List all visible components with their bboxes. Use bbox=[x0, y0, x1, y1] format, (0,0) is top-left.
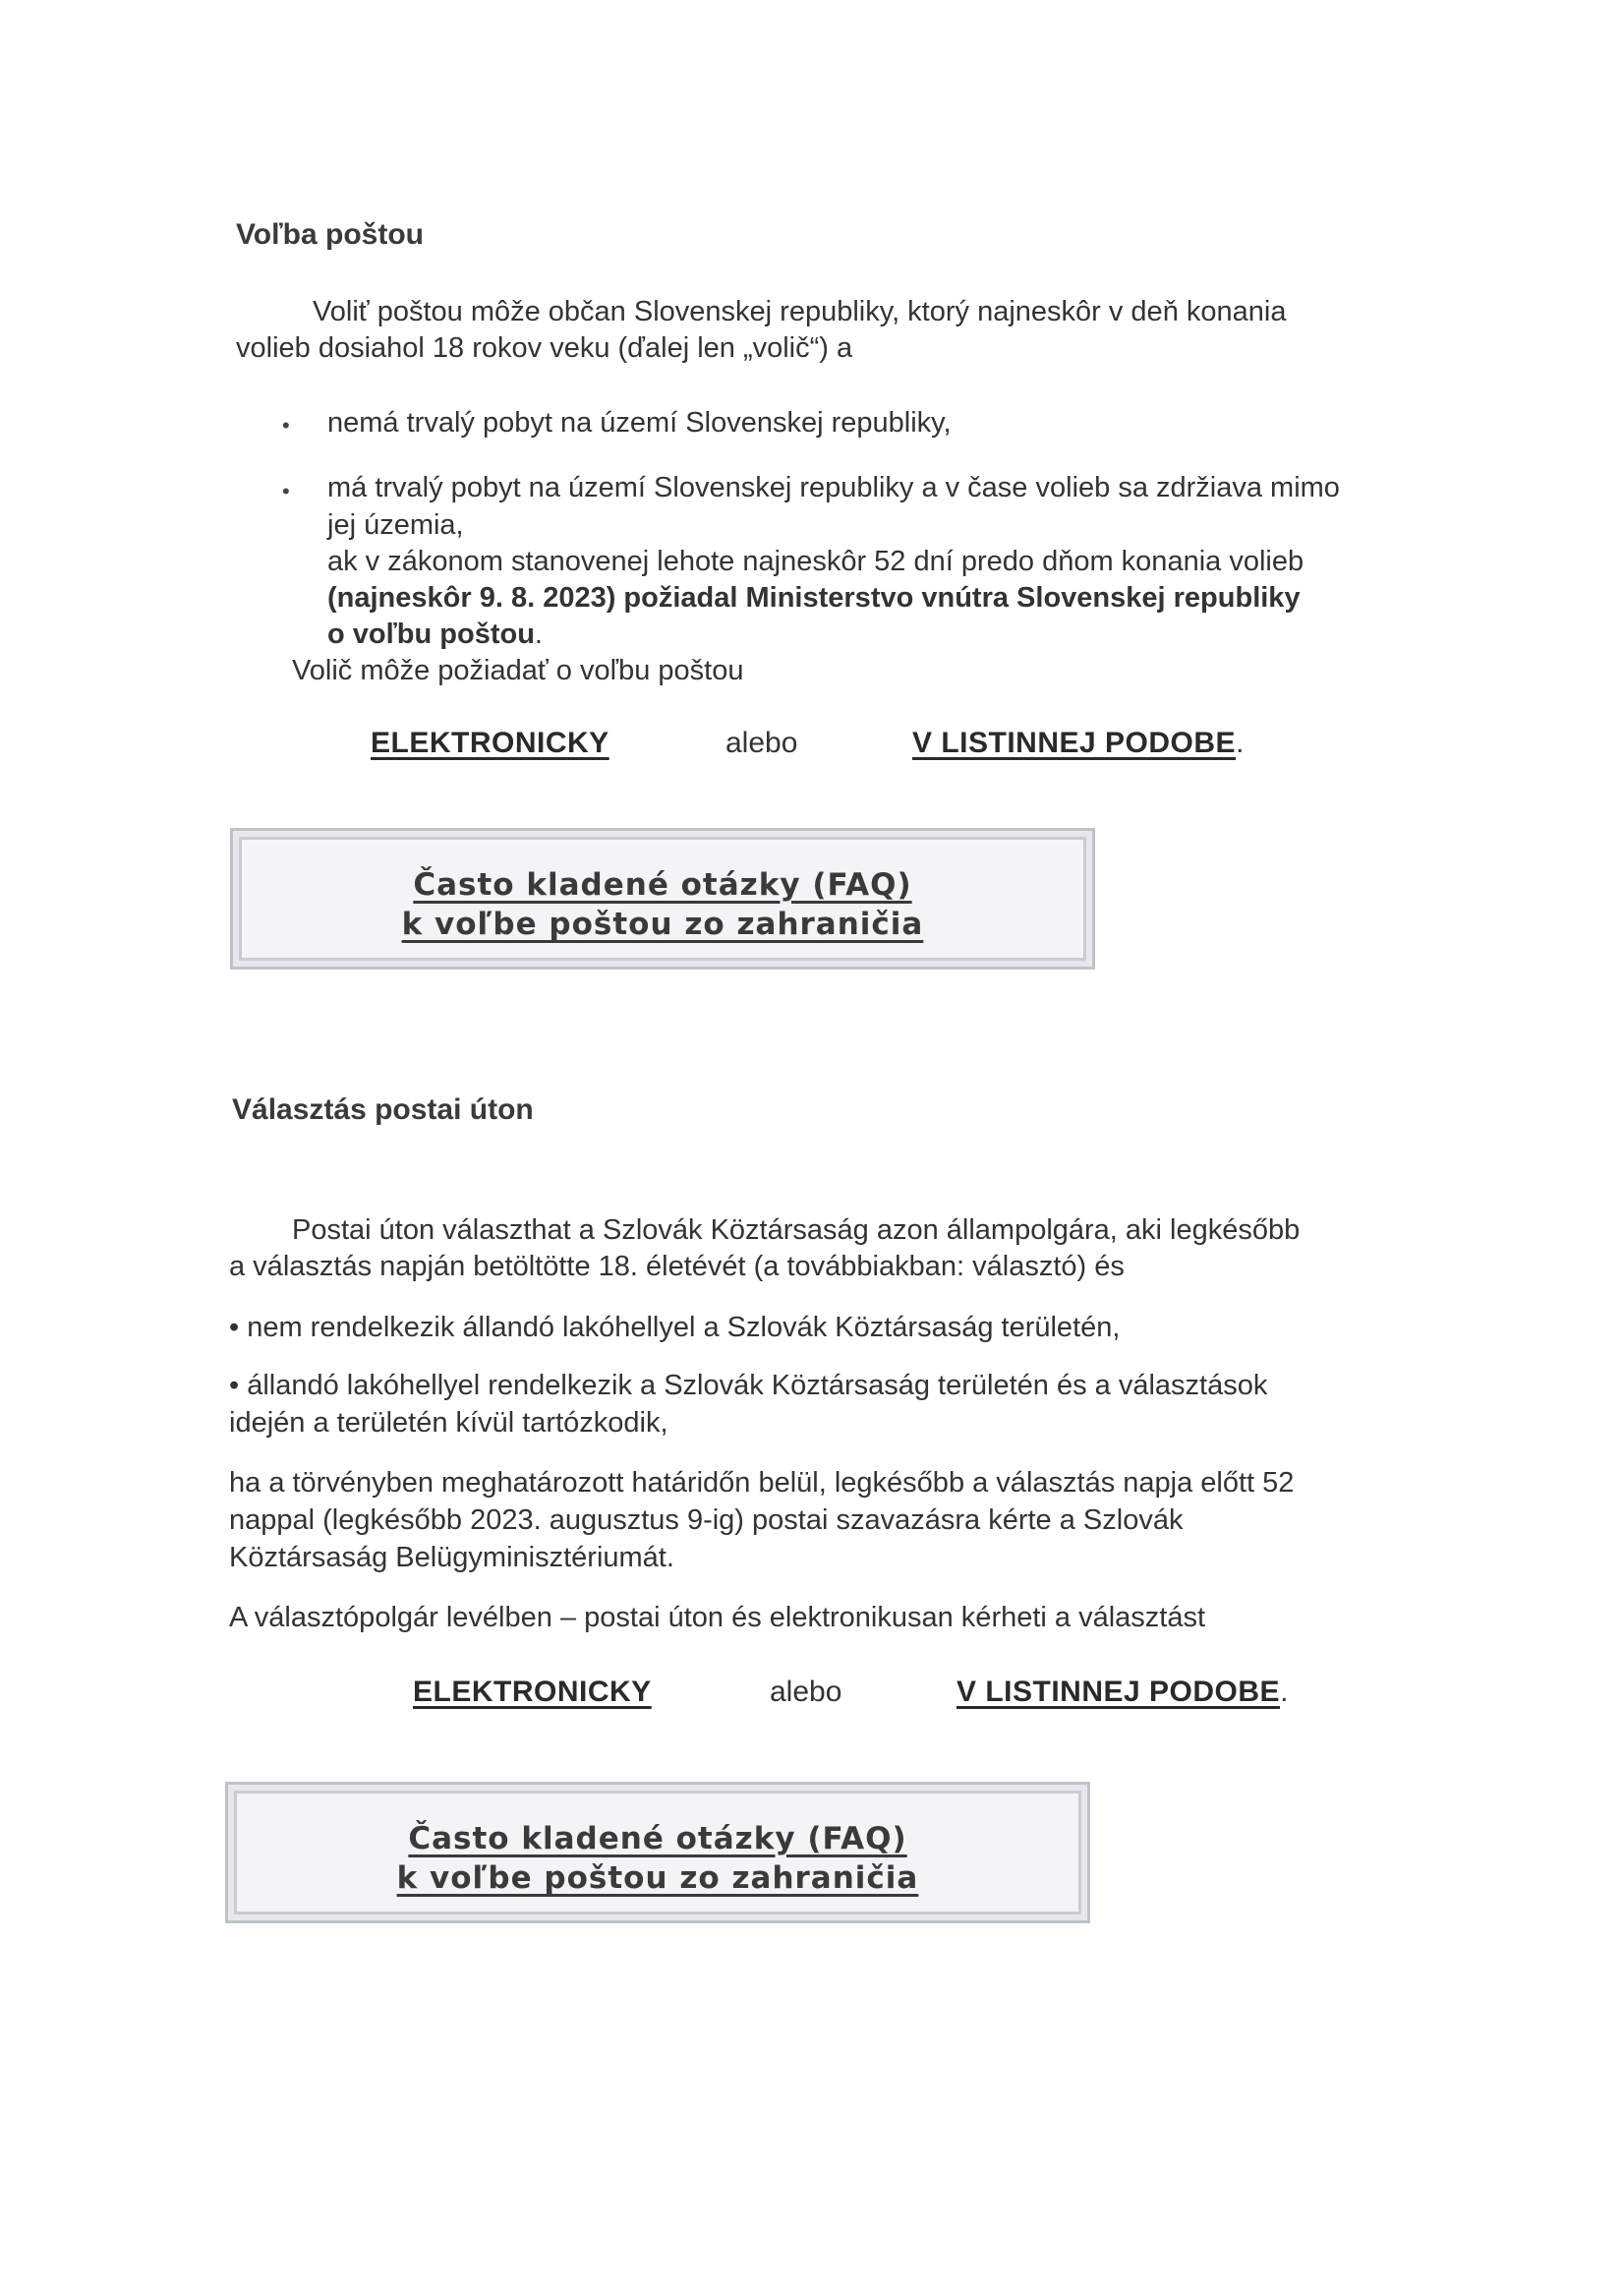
paper-link-wrap bbox=[912, 727, 1244, 760]
condition-line-1: ak v zákonom stanovenej lehote najneskôr 52 dní predo dňom konania volieb bbox=[327, 546, 1304, 577]
hu-p2-line-3: Köztársaság Belügyminisztériumát. bbox=[229, 1542, 674, 1573]
hu-p2-line-2: nappal (legkésőbb 2023. augusztus 9-ig) postai szavazásra kérte a Szlovák bbox=[229, 1504, 1184, 1536]
intro-line-1: Voliť poštou môže občan Slovenskej republiky, ktorý najneskôr v deň konania bbox=[313, 296, 1287, 327]
faq-line-1[interactable]: Často kladené otázky (FAQ) bbox=[413, 867, 912, 903]
condition-line-3 bbox=[327, 620, 543, 649]
heading-hu: Választás postai úton bbox=[232, 1093, 534, 1126]
faq-line-2[interactable]: k voľbe poštou zo zahraničia bbox=[401, 907, 924, 942]
hu-bullet-2-line-2: idején a területén kívül tartózkodik, bbox=[229, 1407, 668, 1439]
hu-faq-line-2[interactable]: k voľbe poštou zo zahraničia bbox=[396, 1860, 919, 1896]
paper-link[interactable]: V LISTINNEJ PODOBE bbox=[912, 727, 1237, 759]
hu-bullet-2-line-1: • állandó lakóhellyel rendelkezik a Szlovák Köztársaság területén és a választások bbox=[229, 1370, 1268, 1401]
faq-box[interactable] bbox=[230, 828, 1095, 970]
condition-line-2: (najneskôr 9. 8. 2023) požiadal Ministerstvo vnútra Slovenskej republiky bbox=[327, 582, 1301, 614]
bullet-dot: • bbox=[282, 479, 290, 503]
paper-link-period: . bbox=[1236, 727, 1245, 759]
hu-p3: A választópolgár levélben – postai úton és elektronikusan kérheti a választást bbox=[229, 1602, 1206, 1633]
intro-line-2: volieb dosiahol 18 rokov veku (ďalej len „volič“) a bbox=[236, 332, 853, 364]
hu-faq-line-1[interactable]: Často kladené otázky (FAQ) bbox=[408, 1821, 907, 1856]
condition-line-3-bold: o voľbu poštou bbox=[327, 618, 535, 650]
request-line: Volič môže požiadať o voľbu poštou bbox=[292, 655, 744, 686]
hu-electronic-link[interactable]: ELEKTRONICKY bbox=[413, 1676, 652, 1708]
hu-or-label: alebo bbox=[770, 1676, 842, 1708]
hu-faq-box[interactable] bbox=[225, 1782, 1090, 1923]
hu-p2-line-1: ha a törvényben meghatározott határidőn belül, legkésőbb a választás napja előtt 52 bbox=[229, 1467, 1295, 1499]
bullet-2-line-1: má trvalý pobyt na území Slovenskej republiky a v čase volieb sa zdržiava mimo bbox=[327, 472, 1340, 503]
hu-p1-line-2: a választás napján betöltötte 18. életévét (a továbbiakban: választó) és bbox=[229, 1251, 1125, 1282]
hu-paper-link[interactable]: V LISTINNEJ PODOBE bbox=[956, 1676, 1281, 1708]
hu-p1-line-1: Postai úton választhat a Szlovák Köztársaság azon állampolgára, aki legkésőbb bbox=[292, 1214, 1301, 1246]
condition-line-3-end: . bbox=[534, 618, 543, 650]
bullet-1: nemá trvalý pobyt na území Slovenskej republiky, bbox=[327, 407, 952, 439]
or-label: alebo bbox=[725, 727, 798, 759]
hu-paper-link-period: . bbox=[1280, 1676, 1289, 1708]
heading-sk: Voľba poštou bbox=[236, 218, 424, 251]
hu-bullet-1: • nem rendelkezik állandó lakóhellyel a Szlovák Köztársaság területén, bbox=[229, 1312, 1121, 1343]
hu-paper-link-wrap bbox=[956, 1676, 1288, 1709]
electronic-link[interactable]: ELEKTRONICKY bbox=[371, 727, 609, 759]
bullet-2-line-2: jej územia, bbox=[327, 509, 464, 541]
bullet-dot: • bbox=[282, 413, 290, 438]
